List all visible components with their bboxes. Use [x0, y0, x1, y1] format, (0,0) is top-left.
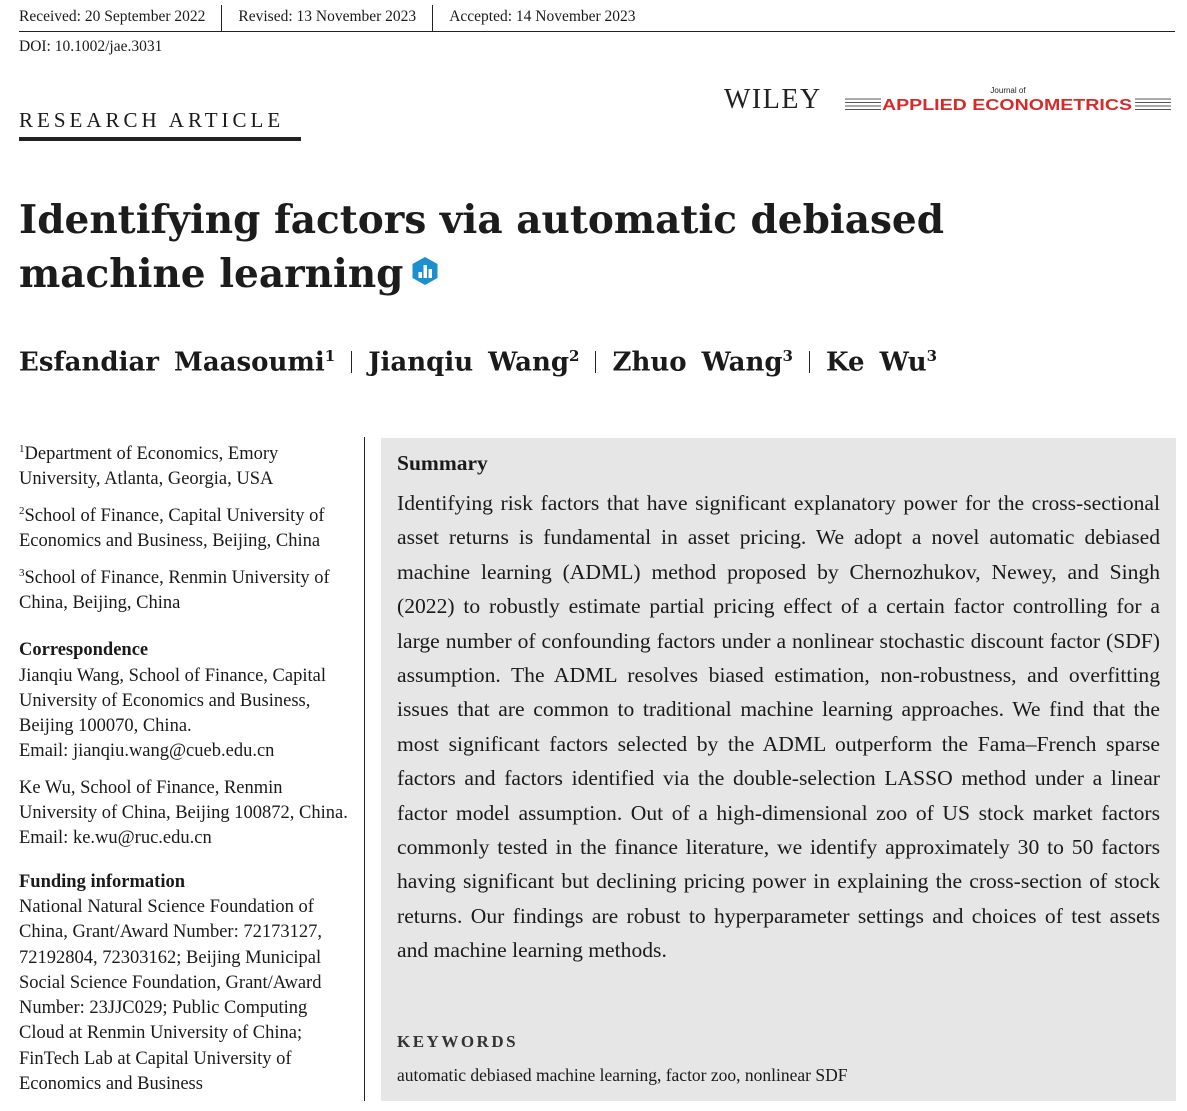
- journal-name: APPLIED ECONOMETRICS: [882, 97, 1133, 114]
- article-title: [19, 193, 1079, 304]
- keywords-heading: KEYWORDS: [397, 1032, 519, 1051]
- funding-heading: Funding information: [19, 871, 186, 892]
- article-type-label: RESEARCH ARTICLE: [19, 108, 301, 141]
- revised-date: Revised: 13 November 2023: [221, 5, 432, 31]
- author-name[interactable]: Zhuo Wang$^3$: [612, 347, 793, 378]
- author-separator: [809, 351, 810, 373]
- author-separator: [595, 351, 596, 373]
- column-divider: [364, 437, 365, 1101]
- journal-prefix: Journal of: [990, 86, 1026, 95]
- correspondence-email[interactable]: Email: ke.wu@ruc.edu.cn: [19, 828, 212, 849]
- author-separator: [351, 351, 352, 373]
- received-date: Received: 20 September 2022: [19, 8, 206, 25]
- article-info-column: [19, 437, 349, 1097]
- summary-box: [381, 438, 1176, 1101]
- summary-heading: Summary: [397, 451, 488, 475]
- article-dates: [19, 5, 1175, 32]
- author-name[interactable]: Ke Wu$^3$: [825, 347, 938, 378]
- summary-text: Identifying risk factors that have significant explanatory power for the cross-sectional asset returns is fundamental in asset pricing. We adopt a novel automatic debiased machine learning (ADML) method proposed by Chernozhukov, Newey, and Singh (2022) to robustly estimate partial pricing effect of a certain factor controlling for a large number of confounding factors under a nonlinear stochastic discount factor (SDF) assumption. The ADML resolves biased estimation, non-robustness, and overfitting issues that are common to traditional machine learning approaches. We find that the most significant factors selected by the ADML outperform the Fama–French sparse factors and factors identified via the double-selection LASSO method under a linear factor model assumption. Out of a high-dimensional zoo of US stock market factors commonly tested in the finance literature, we identify approximately 30 to 50 factors having significant but declining pricing power in explaining the cross-section of stock returns. Our findings are robust to hyperparameter settings and choices of test assets and machine learning methods.: [397, 491, 1160, 963]
- correspondence-heading: Correspondence: [19, 640, 149, 661]
- wiley-logo: WILEY: [724, 84, 822, 115]
- correspondence-entry: Jianqiu Wang, School of Finance, Capital University of Economics and Business, Beijing 100070, China.: [19, 665, 326, 737]
- author-name[interactable]: Jianqiu Wang$^2$: [368, 347, 580, 378]
- affiliation: $^1$Department of Economics, Emory University, Atlanta, Georgia, USA: [19, 443, 279, 490]
- keywords-text: automatic debiased machine learning, factor zoo, nonlinear SDF: [397, 1065, 848, 1085]
- funding-text: National Natural Science Foundation of China, Grant/Award Number: 72173127, 72192804, 72303162; Beijing Municipal Social Science Foundation, Grant/Award Number: 23JJC029; Public Computing Cloud at Renmin University of China; FinTech Lab at Capital University of Economics and Business: [19, 896, 322, 1094]
- publisher-logos: [724, 84, 1174, 124]
- article-title-text: Identifying factors via automatic debiased machine learning: [19, 197, 945, 297]
- author-list: [19, 347, 937, 378]
- author-name[interactable]: Esfandiar Maasoumi$^1$: [19, 347, 336, 378]
- doi-link[interactable]: DOI: 10.1002/jae.3031: [19, 38, 163, 55]
- accepted-date: Accepted: 14 November 2023: [432, 5, 651, 31]
- correspondence-email[interactable]: Email: jianqiu.wang@cueb.edu.cn: [19, 741, 275, 762]
- affiliation: $^2$School of Finance, Capital University of Economics and Business, Beijing, China: [19, 504, 325, 552]
- open-data-icon[interactable]: [411, 246, 439, 300]
- journal-logo: [845, 86, 1171, 116]
- affiliation: $^3$School of Finance, Renmin University of China, Beijing, China: [19, 566, 330, 613]
- correspondence-entry: Ke Wu, School of Finance, Renmin University of China, Beijing 100872, China.: [19, 777, 348, 824]
